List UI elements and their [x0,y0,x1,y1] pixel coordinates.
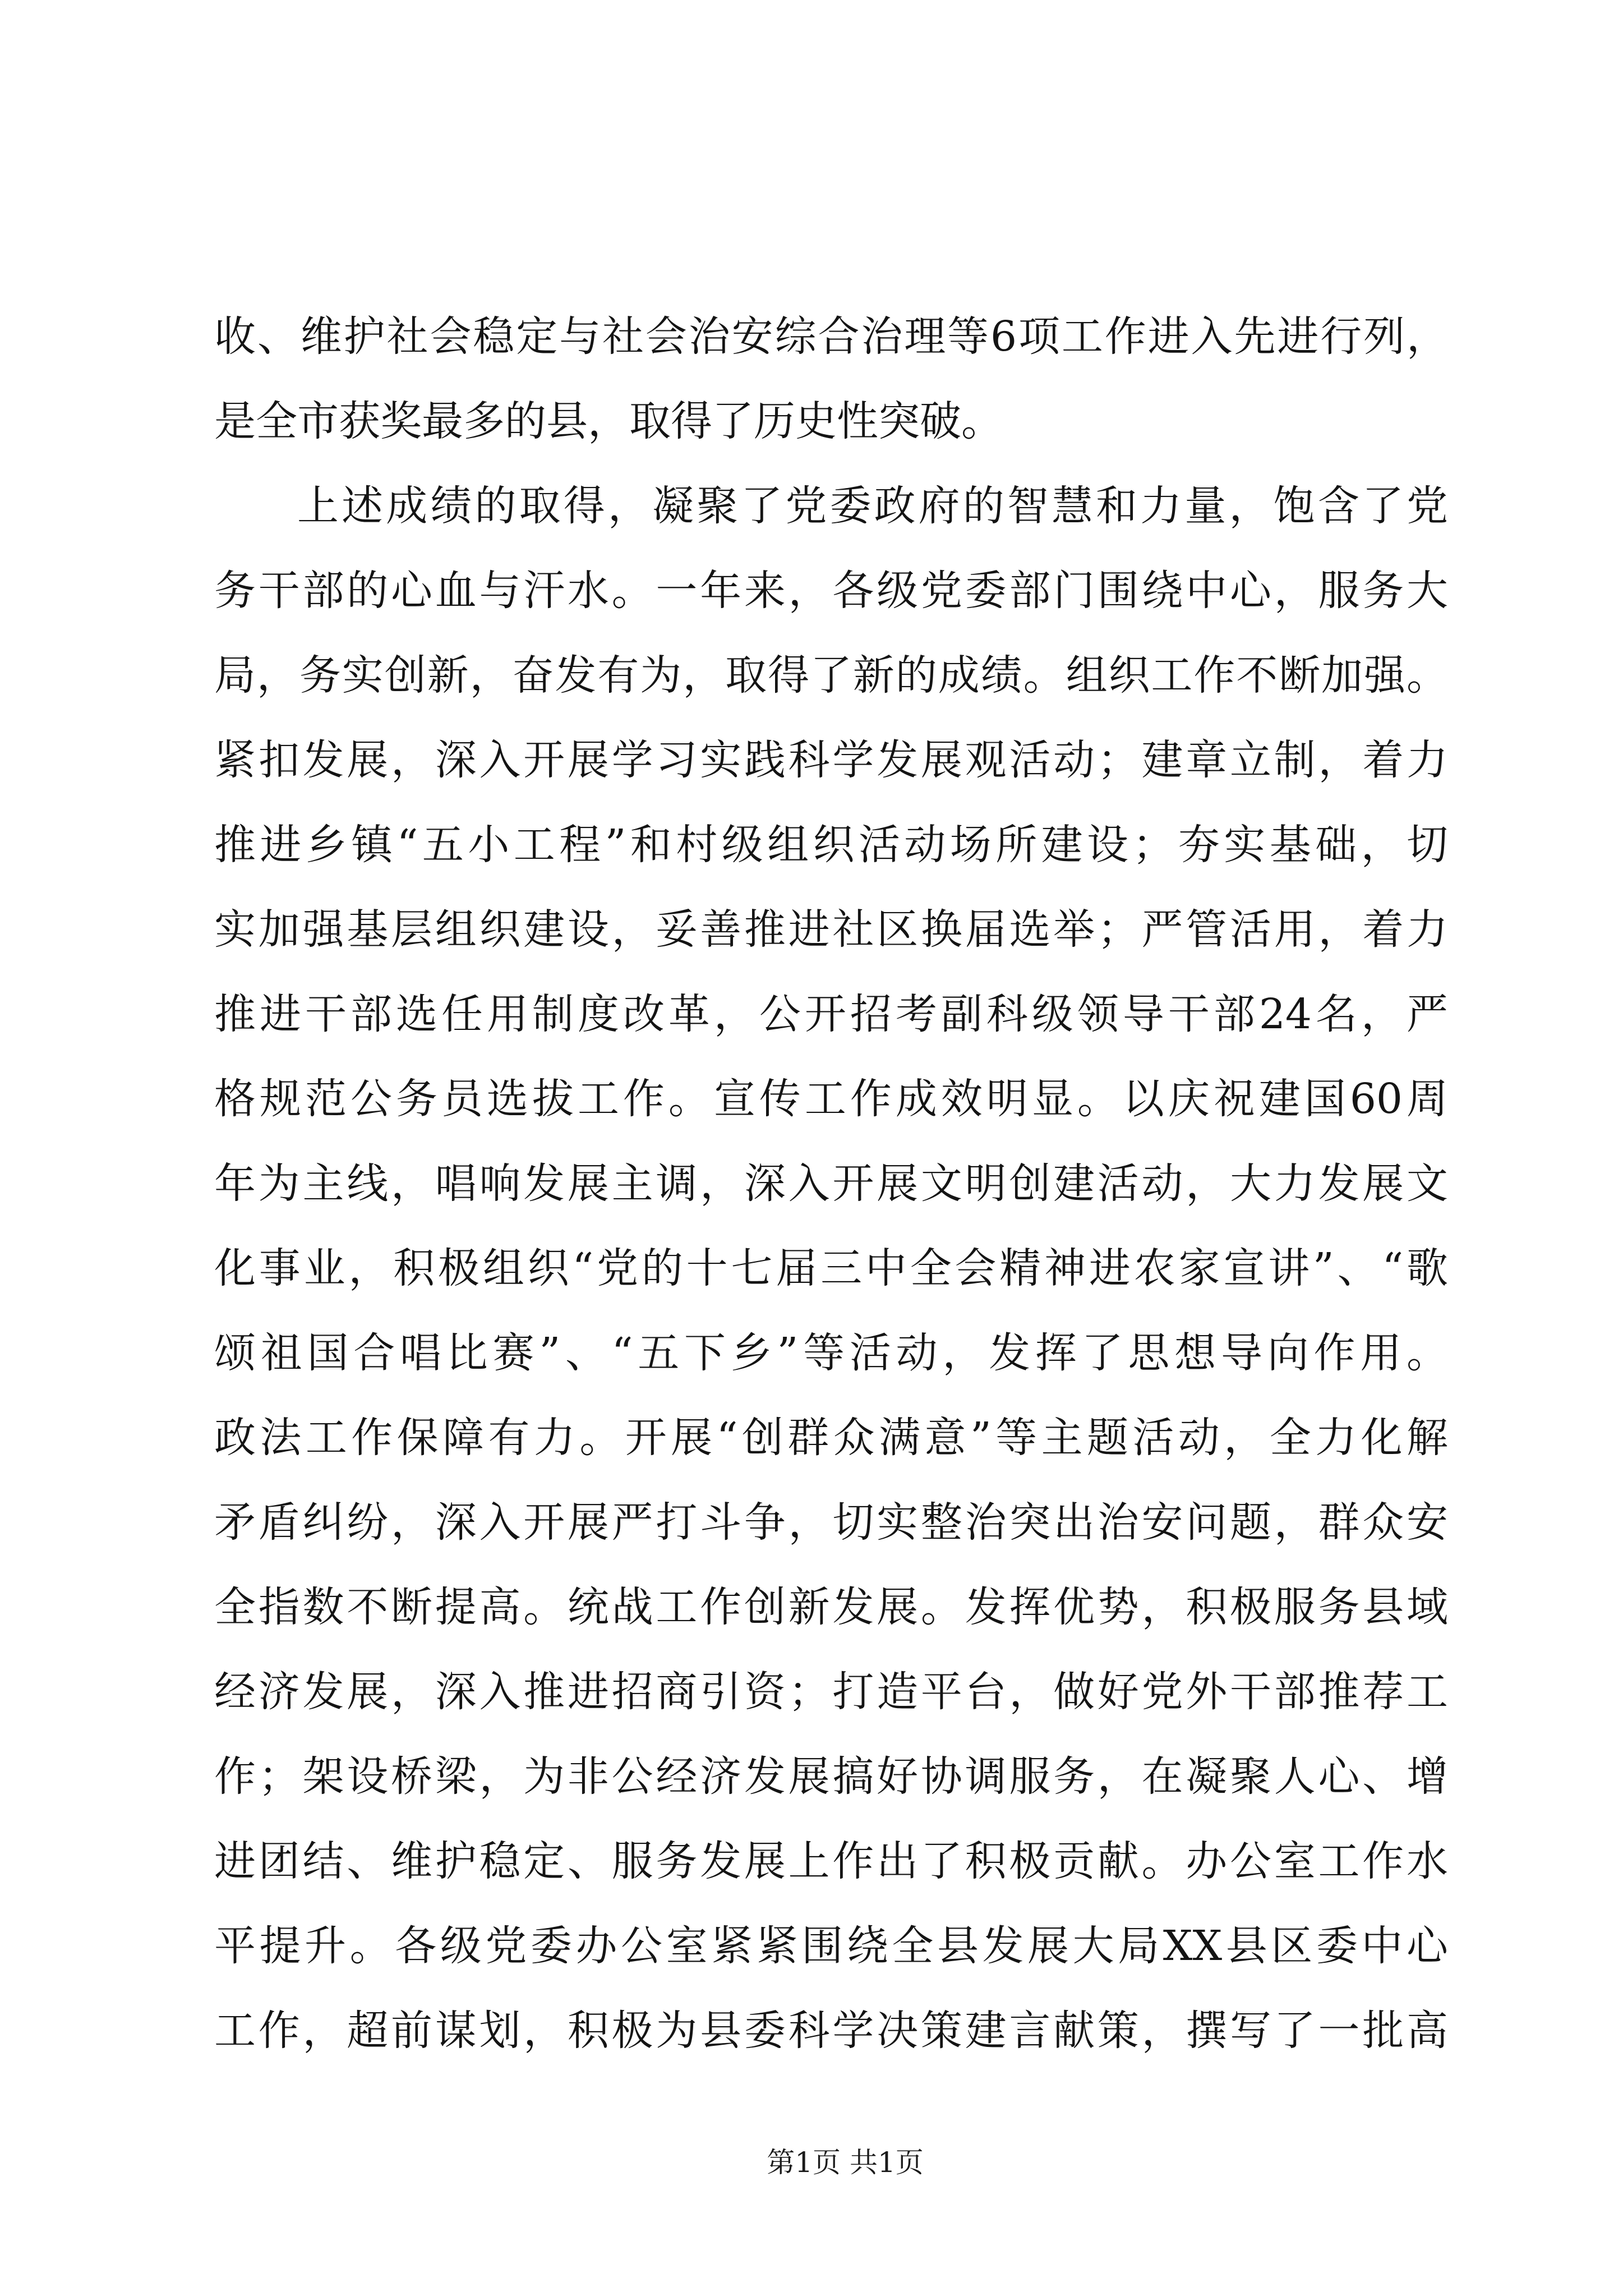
body-line: 矛盾纠纷，深入开展严打斗争，切实整治突出治安问题，群众安 [214,1498,1448,1547]
body-line: 格规范公务员选拔工作。宣传工作成效明显。以庆祝建国60周 [214,1075,1448,1123]
body-line: 政法工作保障有力。开展“创群众满意”等主题活动，全力化解 [214,1414,1448,1462]
body-line: 工作，超前谋划，积极为县委科学决策建言献策，撰写了一批高 [214,2007,1448,2055]
body-line: 平提升。各级党委办公室紧紧围绕全县发展大局XX县区委中心 [214,1922,1448,1970]
page-number-footer: 第1页 共1页 [767,2146,924,2179]
body-line: 局，务实创新，奋发有为，取得了新的成绩。组织工作不断加强。 [214,651,1448,700]
body-line: 年为主线，唱响发展主调，深入开展文明创建活动，大力发展文 [214,1159,1448,1208]
body-line: 是全市获奖最多的县，取得了历史性突破。 [214,397,1003,445]
body-line: 进团结、维护稳定、服务发展上作出了积极贡献。办公室工作水 [214,1837,1448,1885]
body-line: 经济发展，深入推进招商引资；打造平台，做好党外干部推荐工 [214,1668,1448,1716]
body-line: 实加强基层组织建设，妥善推进社区换届选举；严管活用，着力 [214,905,1448,954]
body-line: 全指数不断提高。统战工作创新发展。发挥优势，积极服务县域 [214,1583,1448,1631]
document-body [214,295,1448,2073]
body-line: 务干部的心血与汗水。一年来，各级党委部门围绕中心，服务大 [214,567,1448,615]
body-line: 上述成绩的取得，凝聚了党委政府的智慧和力量，饱含了党 [297,482,1448,530]
body-line: 作；架设桥梁，为非公经济发展搞好协调服务，在凝聚人心、增 [214,1752,1448,1801]
body-line: 推进干部选任用制度改革，公开招考副科级领导干部24名，严 [214,990,1448,1038]
body-line: 推进乡镇“五小工程”和村级组织活动场所建设；夯实基础，切 [214,821,1448,869]
body-line: 颂祖国合唱比赛”、“五下乡”等活动，发挥了思想导向作用。 [214,1329,1448,1377]
body-line: 化事业，积极组织“党的十七届三中全会精神进农家宣讲”、“歌 [214,1244,1448,1292]
body-line: 收、维护社会稳定与社会治安综合治理等6项工作进入先进行列， [214,312,1448,361]
body-line: 紧扣发展，深入开展学习实践科学发展观活动；建章立制，着力 [214,736,1448,784]
